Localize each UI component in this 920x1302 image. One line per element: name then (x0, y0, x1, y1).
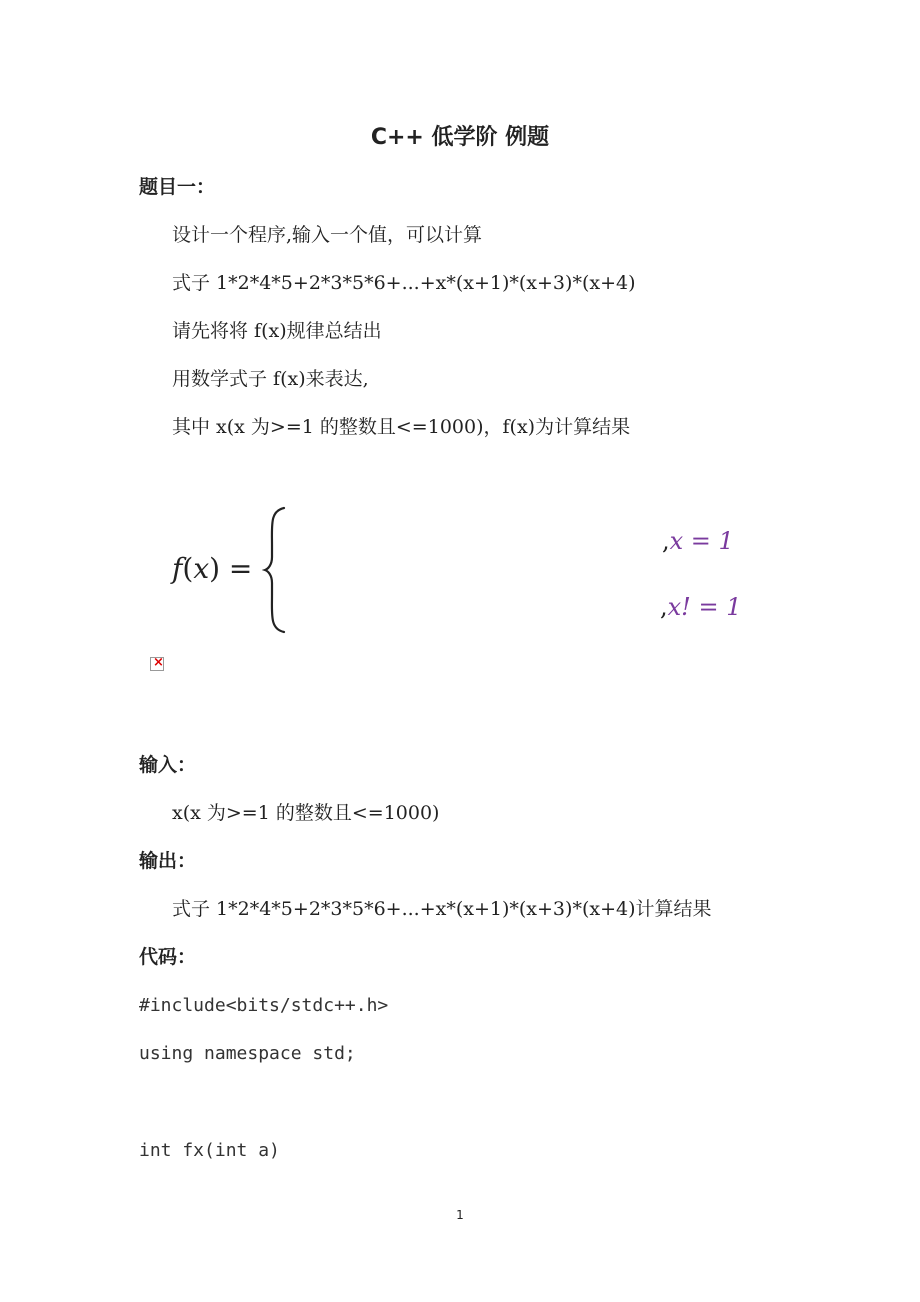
input-text: x(x 为>=1 的整数且<=1000) (172, 802, 440, 824)
formula-case-1 (662, 527, 734, 555)
code-line-1: #include<bits/stdc++.h> (139, 995, 389, 1016)
page-title: C++ 低学阶 例题 (370, 125, 550, 150)
input-heading: 输入： (139, 754, 197, 776)
problem-line-4: 用数学式子 f(x)来表达, (172, 368, 369, 390)
formula-lhs-f: f (172, 552, 183, 585)
code-line-3: int fx(int a) (139, 1140, 280, 1161)
formula-lhs-close: ) = (209, 552, 253, 585)
output-text: 式子 1*2*4*5+2*3*5*6+...+x*(x+1)*(x+3)*(x+4)计算结果 (172, 898, 712, 920)
formula-lhs-x: x (193, 552, 210, 585)
formula-case-2 (660, 593, 741, 621)
formula-case-1-condition: x = 1 (669, 527, 734, 555)
formula-lhs (172, 552, 252, 585)
formula-case-2-comma: , (660, 593, 668, 621)
formula-lhs-open: ( (182, 552, 194, 585)
problem-line-5: 其中 x(x 为>=1 的整数且<=1000)，f(x)为计算结果 (172, 416, 631, 438)
formula-brace (262, 505, 288, 635)
problem-line-1: 设计一个程序,输入一个值，可以计算 (172, 224, 483, 246)
page-number: 1 (456, 1208, 464, 1222)
problem-line-2: 式子 1*2*4*5+2*3*5*6+...+x*(x+1)*(x+3)*(x+4) (172, 272, 636, 294)
code-line-2: using namespace std; (139, 1043, 356, 1064)
output-heading: 输出： (139, 850, 197, 872)
formula-case-1-comma: , (662, 527, 670, 555)
formula-case-2-condition: x! = 1 (667, 593, 742, 621)
problem-line-3: 请先将将 f(x)规律总结出 (172, 320, 382, 342)
broken-image-icon: × (150, 657, 164, 671)
problem-heading: 题目一： (139, 176, 216, 198)
code-heading: 代码： (139, 946, 197, 968)
